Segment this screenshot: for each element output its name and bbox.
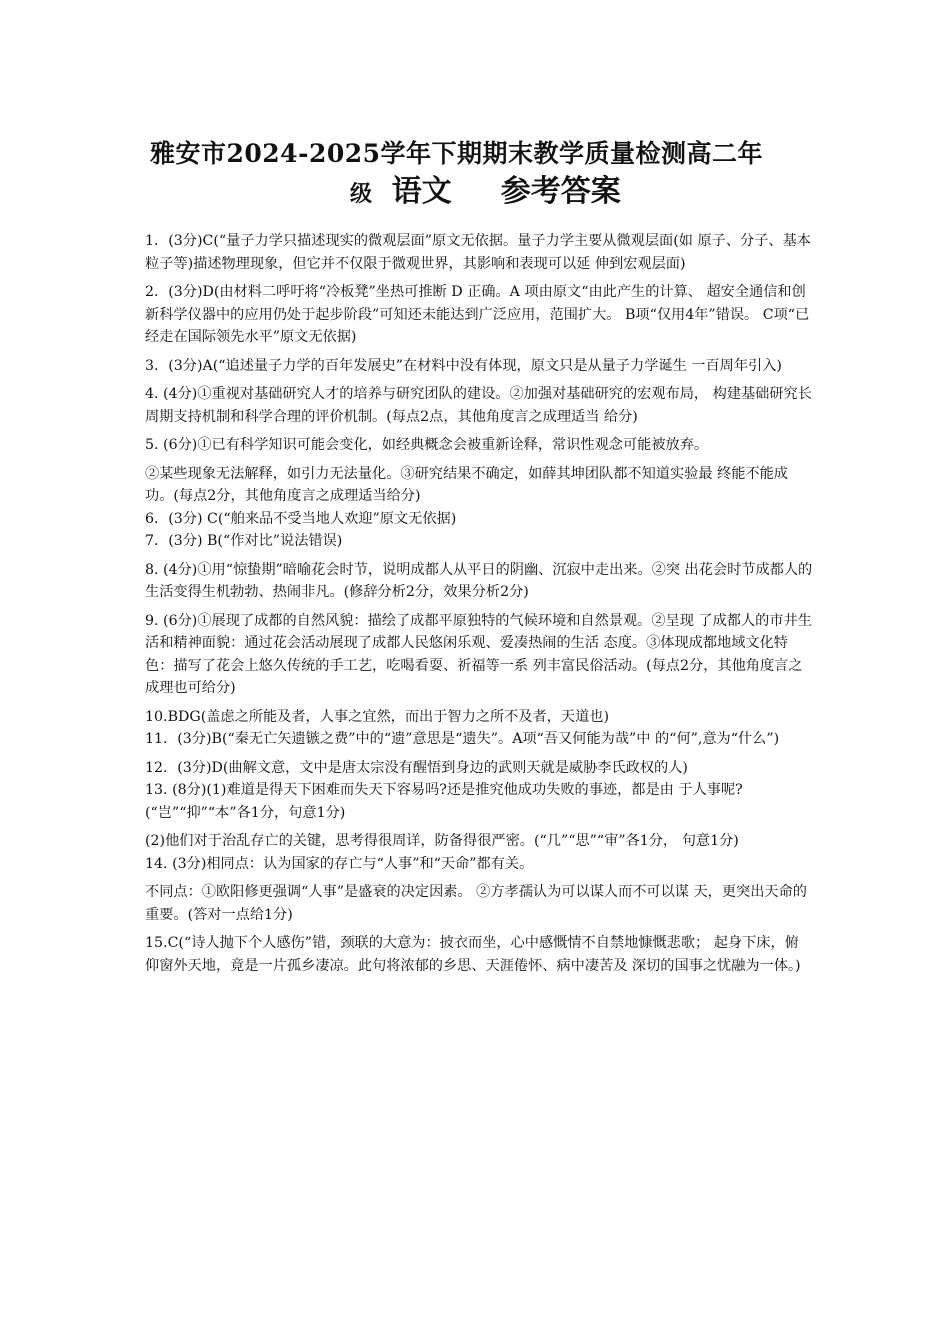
- answer-item-14-continued: 不同点：①欧阳修更强调“人事”是盛衰的决定因素。 ②方孝孺认为可以谋人而不可以谋 天，更突出天命的重要。(答对一点给1分): [145, 884, 807, 923]
- answer-item-11: 11．(3分)B(“秦无亡矢遗镞之费”中的“遗”意思是“遗失”。A项“吾又何能为哉”中 的“何”,意为“什么”): [145, 731, 780, 747]
- answer-item-3: 3．(3分)A(“追述量子力学的百年发展史”在材料中没有体现，原文只是从量子力学诞生 一百周年引入): [145, 357, 782, 374]
- title-answer-key: 参考答案: [500, 174, 621, 209]
- answer-item-2: 2．(3分)D(由材料二呼吁将“冷板凳”坐热可推断 D 正确。A 项由原文“由此产生的计算、 超安全通信和创新科学仪器中的应用仍处于起步阶段”可知还未能达到广泛应用，范围扩大。 B项“仅用4年”错误。 C项“已经走在国际领先水平”原文无依据): [145, 284, 810, 345]
- answer-item-14: 14. (3分)相同点：认为国家的存亡与“人事”和“天命”都有关。: [145, 855, 534, 872]
- title-subject: 语文: [391, 174, 452, 209]
- answer-item-13-part-2: (2)他们对于治乱存亡的关键，思考得很周详，防备得很严密。(“几”“思”“审”各1分， 句意1分): [145, 833, 739, 849]
- page-subtitle: [350, 170, 621, 218]
- answer-item-12: 12．(3分)D(曲解文意，文中是唐太宗没有醒悟到身边的武则天就是威胁李氏政权的人): [145, 759, 688, 776]
- answer-item-6: 6．(3分) C(“舶来品不受当地人欢迎”原文无依据): [145, 510, 457, 527]
- page-title: 雅安市2024-2025学年下期期末教学质量检测高二年: [150, 139, 764, 168]
- title-grade-level: 级: [350, 181, 373, 207]
- answer-list: [145, 230, 813, 983]
- answer-item-13: 13. (8分)(1)难道是得天下困难而失天下容易吗?还是推究他成功失败的事迹，都是由 于人事呢?(“岂”“抑”“本”各1分，句意1分): [145, 782, 743, 821]
- answer-item-9: 9. (6分)①展现了成都的自然风貌：描绘了成都平原独特的气候环境和自然景观。②呈现 了成都人的市井生活和精神面貌：通过花会活动展现了成都人民悠闲乐观、爱凑热闹的生活 态度。③体现成都地域文化特色：描写了花会上悠久传统的手工艺，吃喝看耍、祈福等一系 列丰富民俗活动。(每点2分，其他角度言之成理也可给分): [145, 612, 812, 696]
- answer-item-7: 7．(3分) B(“作对比”说法错误): [145, 533, 343, 549]
- answer-item-4: 4. (4分)①重视对基础研究人才的培养与研究团队的建设。②加强对基础研究的宏观布局， 构建基础研究长周期支持机制和科学合理的评价机制。(每点2点，其他角度言之成理适当 给分): [145, 386, 812, 425]
- answer-item-1: 1．(3分)C(“量子力学只描述现实的微观层面”原文无依据。量子力学主要从微观层面(如 原子、分子、基本粒子等)描述物理现象，但它并不仅限于微观世界，其影响和表现可以延 伸到宏观层面): [145, 233, 811, 272]
- answer-item-8: 8. (4分)①用“惊蛰期”暗喻花会时节，说明成都人从平日的阴幽、沉寂中走出来。②突 出花会时节成都人的生活变得生机勃勃、热闹非凡。(修辞分析2分，效果分析2分): [145, 561, 813, 600]
- answer-item-10: 10.BDG(盖虑之所能及者，人事之宜然，而出于智力之所不及者，天道也): [145, 708, 610, 725]
- answer-item-15: 15.C(“诗人抛下个人感伤”错，颈联的大意为：披衣而坐，心中感慨情不自禁地慷慨悲歌； 起身下床，俯仰窗外天地，竟是一片孤乡凄凉。此句将浓郁的乡思、天涯倦怀、病中凄苦及 深切的国事之忧融为一体。): [145, 935, 801, 974]
- answer-item-5-continued: ②某些现象无法解释，如引力无法量化。③研究结果不确定，如薛其坤团队都不知道实验最 终能不能成功。(每点2分，其他角度言之成理适当给分): [145, 465, 788, 504]
- answer-item-5: 5. (6分)①已有科学知识可能会变化，如经典概念会被重新诠释，常识性观念可能被放弃。: [145, 437, 709, 453]
